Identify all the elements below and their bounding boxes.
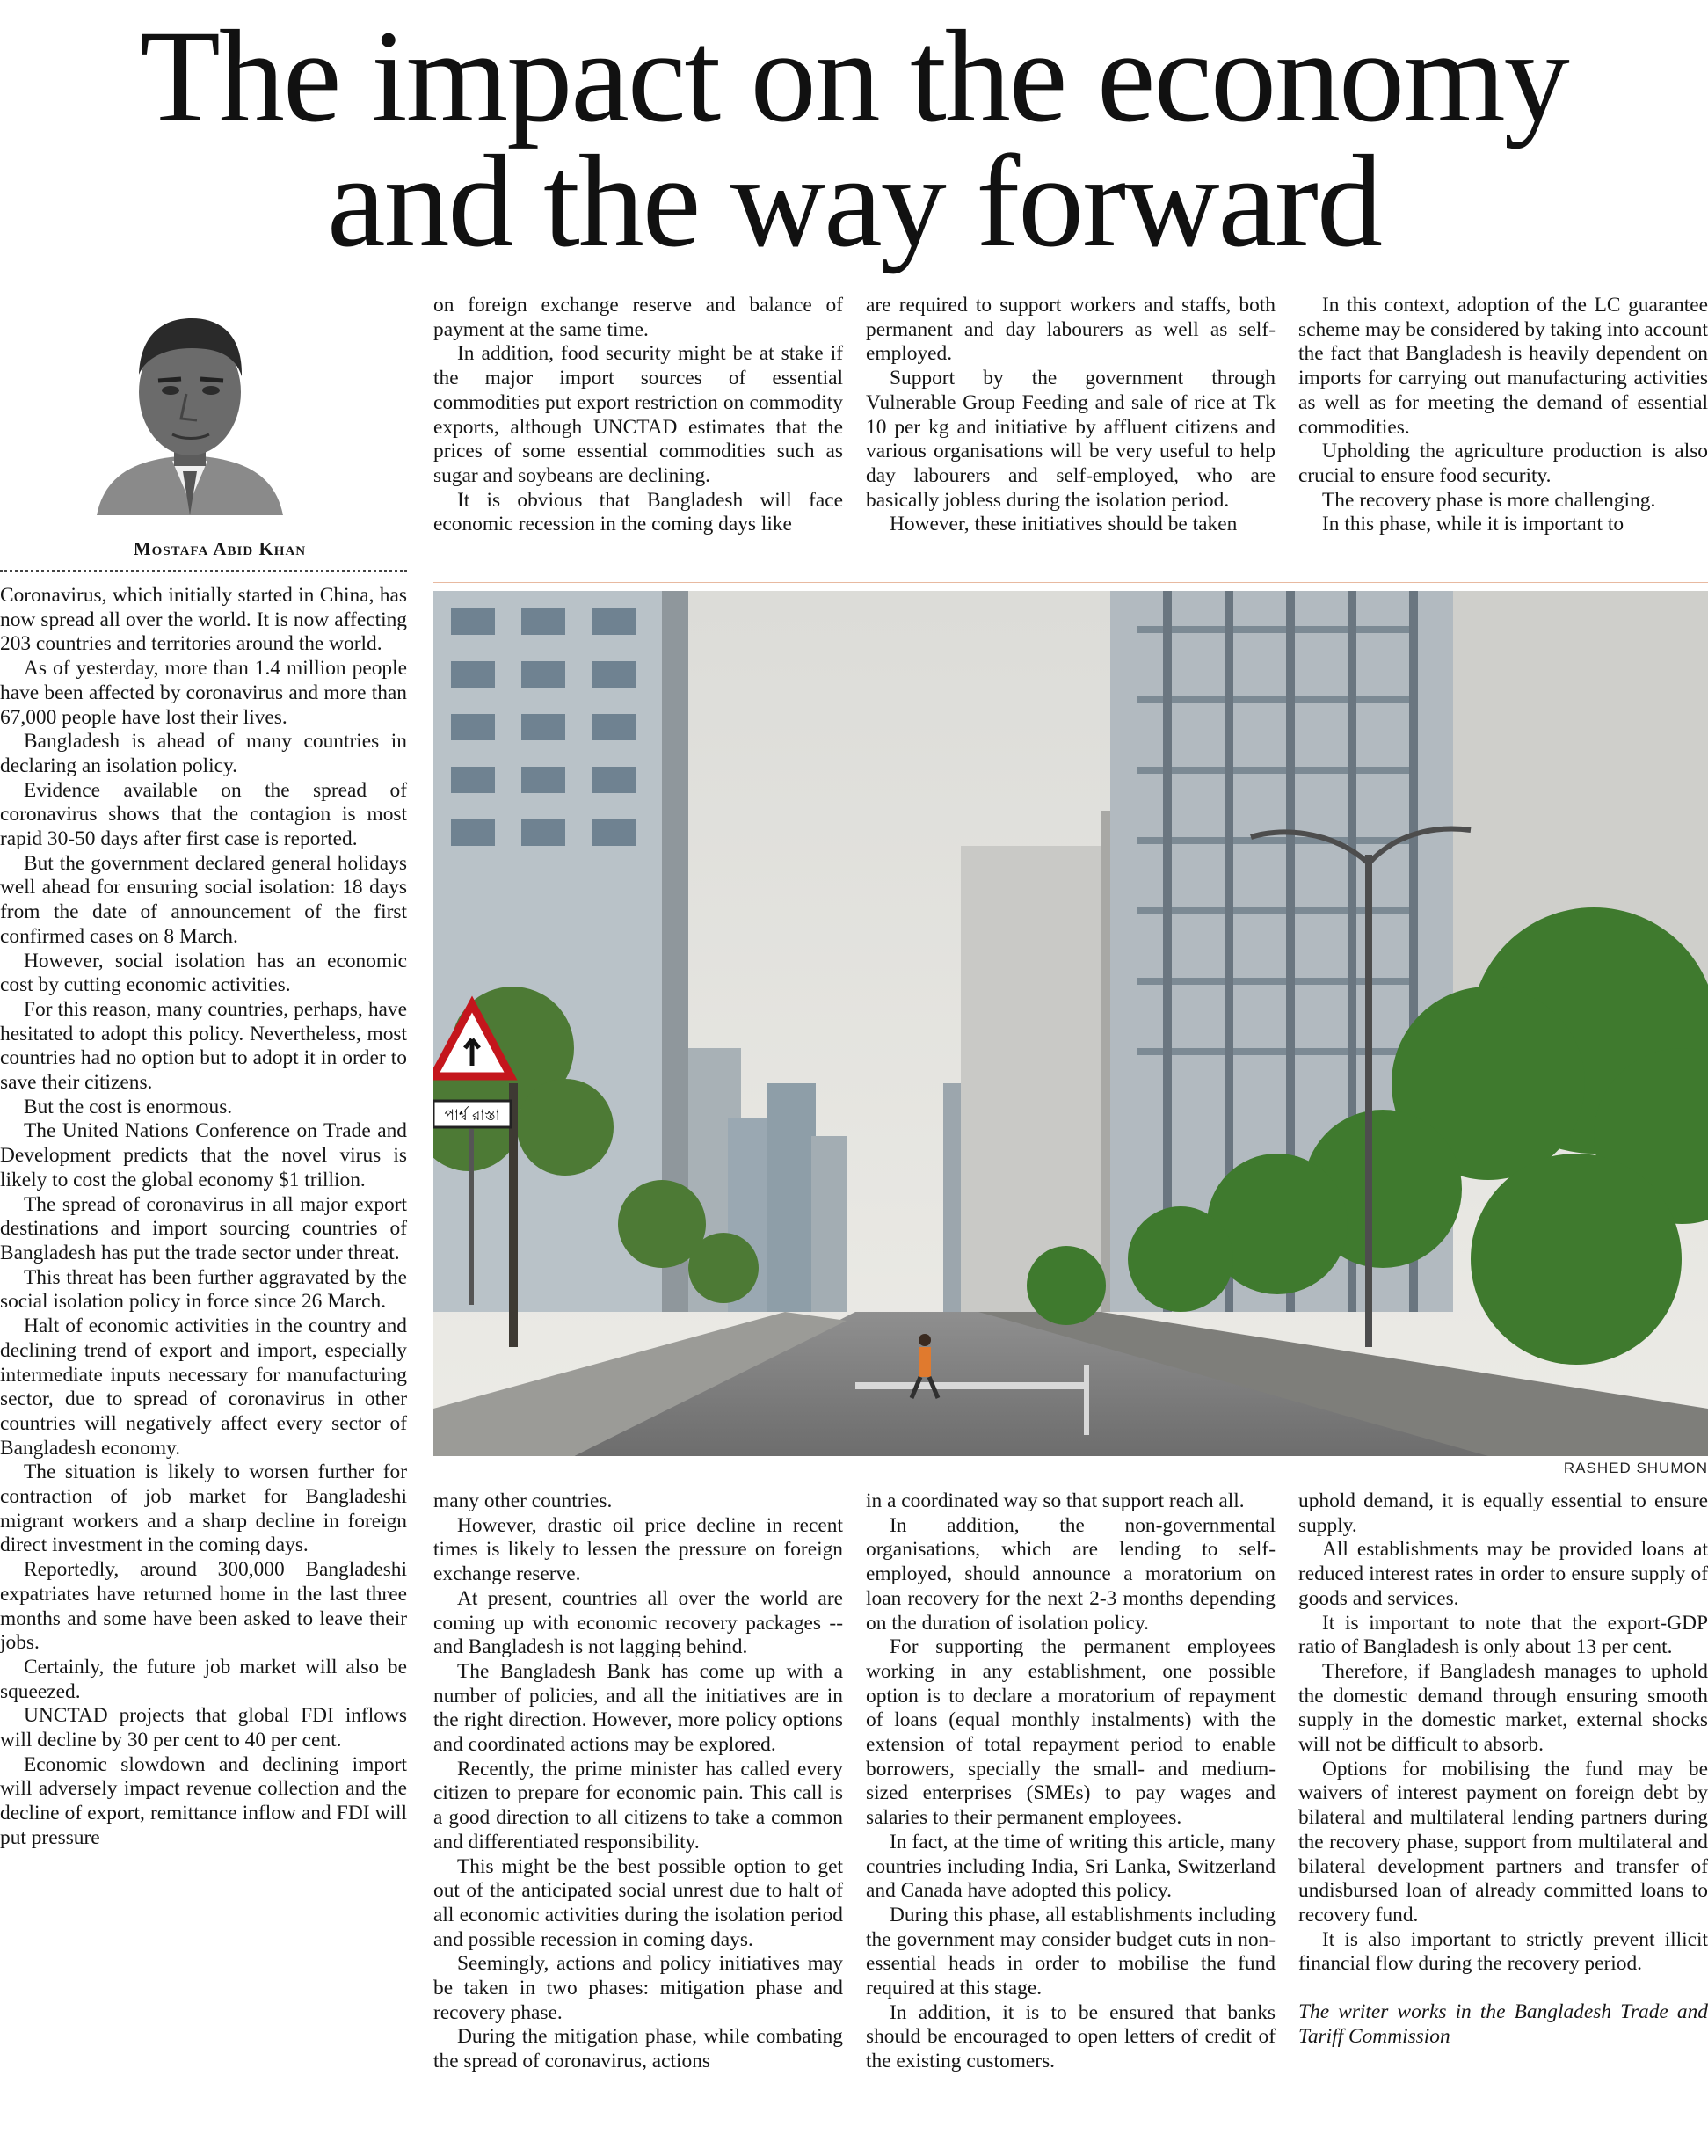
paragraph: In this phase, while it is important to (1322, 513, 1624, 536)
author-portrait (88, 295, 292, 515)
photo-top-rule (433, 582, 1708, 583)
paragraph: In this context, adoption of the LC guarantee scheme may be considered by taking into account the fact that Bangladesh is heavily dependent on imports for carrying out manufacturing activities as well as for meeting the demand of essential commodities. (1298, 294, 1708, 439)
paragraph: Seemingly, actions and policy initiatives may be taken in two phases: mitigation phase and recovery phase. (433, 1952, 843, 2024)
author-byline: Mostafa Abid Khan (133, 538, 307, 559)
city-street-photo (433, 591, 1708, 1456)
paragraph: It is important to note that the export-GDP ratio of Bangladesh is only about 13 per cent. (1298, 1611, 1708, 1659)
article-column-2-top (433, 294, 843, 537)
article-column-4-top (1298, 294, 1708, 537)
writer-note: The writer works in the Bangladesh Trade and Tariff Commission (1298, 2000, 1708, 2048)
article-column-2-bottom (433, 1490, 843, 2074)
paragraph: It is also important to strictly prevent illicit financial flow during the recovery period. (1298, 1927, 1708, 1976)
byline-divider (0, 570, 407, 572)
paragraph: The spread of coronavirus in all major export destinations and import sourcing countries of Bangladesh has put the trade sector under threat. (0, 1192, 407, 1264)
article-headline (18, 4, 1690, 274)
paragraph: uphold demand, it is equally essential to ensure supply. (1298, 1490, 1708, 1537)
paragraph: All establishments may be provided loans at reduced interest rates in order to ensure supply of goods and services. (1298, 1538, 1708, 1610)
paragraph: But the government declared general holidays well ahead for ensuring social isolation: 18 days from the date of announcement of the first confirmed cases on 8 March. (0, 851, 407, 948)
paragraph: However, these initiatives should be taken (890, 513, 1238, 536)
paragraph: During this phase, all establishments including the government may consider budget cuts in non-essential heads in order to mobilise the fund required at this stage. (866, 1903, 1276, 2000)
paragraph: The recovery phase is more challenging. (1322, 488, 1656, 512)
article-column-4-bottom (1298, 1490, 1708, 2049)
paragraph: in a coordinated way so that support reach all. (866, 1490, 1245, 1512)
paragraph: As of yesterday, more than 1.4 million people have been affected by coronavirus and more than 67,000 people have lost their lives. (0, 657, 407, 729)
paragraph: The Bangladesh Bank has come up with a number of policies, and all the initiatives are in the right direction. However, more policy options and coordinated actions may be explored. (433, 1659, 843, 1757)
paragraph: Coronavirus, which initially started in China, has now spread all over the world. It is now affecting 203 countries and territories around the world. (0, 584, 407, 656)
paragraph: In addition, food security might be at stake if the major import sources of essential commodities put export restriction on commodity exports, although UNCTAD estimates that the prices of some essential commodities such as sugar and soybeans are declining. (433, 342, 843, 487)
paragraph: Bangladesh is ahead of many countries in declaring an isolation policy. (0, 730, 407, 777)
headline-line-2: and the way forward (327, 128, 1381, 274)
paragraph: Therefore, if Bangladesh manages to uphold the domestic demand through ensuring smooth supply in the domestic market, external shocks will not be difficult to absorb. (1298, 1659, 1708, 1757)
article-column-3-top (866, 294, 1276, 537)
paragraph: This threat has been further aggravated by the social isolation policy in force since 26 March. (0, 1265, 407, 1314)
paragraph: In addition, it is to be ensured that banks should be encouraged to open letters of credit of the existing customers. (866, 2000, 1276, 2073)
paragraph: Support by the government through Vulnerable Group Feeding and sale of rice at Tk 10 per kg and initiative by affluent citizens and various organisations will be very useful to help day labourers and self-employed, who are basically jobless during the isolation period. (866, 367, 1276, 512)
photo-credit: RASHED SHUMON (1563, 1460, 1708, 1476)
paragraph: It is obvious that Bangladesh will face economic recession in the coming days like (433, 488, 843, 536)
paragraph: UNCTAD projects that global FDI inflows will decline by 30 per cent to 40 per cent. (0, 1704, 407, 1752)
paragraph: During the mitigation phase, while combating the spread of coronavirus, actions (433, 2025, 843, 2073)
paragraph: Recently, the prime minister has called every citizen to prepare for economic pain. This call is a good direction to all citizens to take a common and differentiated responsibility. (433, 1757, 843, 1854)
paragraph: Halt of economic activities in the country and declining trend of export and import, especially intermediate inputs necessary for manufacturing sector, due to spread of coronavirus in other countries will negatively affect every sector of Bangladesh economy. (0, 1315, 407, 1460)
paragraph: on foreign exchange reserve and balance of payment at the same time. (433, 294, 843, 341)
paragraph: In fact, at the time of writing this article, many countries including India, Sri Lanka, Switzerland and Canada have adopted this policy. (866, 1830, 1276, 1903)
sign-text: পার্শ্ব রাস্তা (444, 1107, 500, 1125)
paragraph: Options for mobilising the fund may be waivers of interest payment on foreign debt by bilateral and multilateral lending partners during the recovery phase, support from multilateral and bilateral development partners and transfer of undisbursed loan of already committed loans to recovery fund. (1298, 1757, 1708, 1927)
paragraph: Upholding the agriculture production is also crucial to ensure food security. (1298, 440, 1708, 487)
paragraph: The United Nations Conference on Trade and Development predicts that the novel virus is likely to cost the global economy $1 trillion. (0, 1119, 407, 1191)
paragraph: For this reason, many countries, perhaps, have hesitated to adopt this policy. Nevertheless, most countries had no option but to adopt it in order to save their citizens. (0, 997, 407, 1095)
paragraph: At present, countries all over the world are coming up with economic recovery packages -- and Bangladesh is not lagging behind. (433, 1586, 843, 1659)
paragraph: Certainly, the future job market will also be squeezed. (0, 1655, 407, 1703)
paragraph: In addition, the non-governmental organisations, which are lending to self-employed, should announce a moratorium on loan recovery for the next 2-3 months depending on the duration of isolation policy. (866, 1513, 1276, 1635)
paragraph: For supporting the permanent employees working in any establishment, one possible option is to declare a moratorium of repayment of loans (equal monthly instalments) with the extension of total repayment period to enable borrowers, specially the small- and medium-sized enterprises (SMEs) to pay wages and salaries to their permanent employees. (866, 1635, 1276, 1830)
paragraph: Reportedly, around 300,000 Bangladeshi expatriates have returned home in the last three months and some have been asked to leave their jobs. (0, 1558, 407, 1655)
paragraph: This might be the best possible option to get out of the anticipated social unrest due to halt of all economic activities during the isolation period and possible recession in coming days. (433, 1854, 843, 1951)
paragraph: However, drastic oil price decline in recent times is likely to lessen the pressure on foreign exchange reserve. (433, 1513, 843, 1586)
paragraph: Economic slowdown and declining import will adversely impact revenue collection and the decline of export, remittance inflow and FDI will put pressure (0, 1752, 407, 1849)
paragraph: Evidence available on the spread of coronavirus shows that the contagion is most rapid 30-50 days after first case is reported. (0, 778, 407, 851)
paragraph: many other countries. (433, 1490, 613, 1512)
article-column-3-bottom (866, 1490, 1276, 2074)
street-photo (433, 591, 1708, 1456)
article-column-1 (0, 584, 407, 1851)
paragraph: But the cost is enormous. (24, 1095, 233, 1118)
headline-line-1: The impact on the economy (140, 4, 1568, 149)
paragraph: The situation is likely to worsen further for contraction of job market for Bangladeshi migrant workers and a sharp decline in foreign direct investment in the coming days. (0, 1460, 407, 1557)
paragraph: However, social isolation has an economic cost by cutting economic activities. (0, 949, 407, 997)
paragraph: are required to support workers and staffs, both permanent and day labourers as well as self-employed. (866, 294, 1276, 366)
